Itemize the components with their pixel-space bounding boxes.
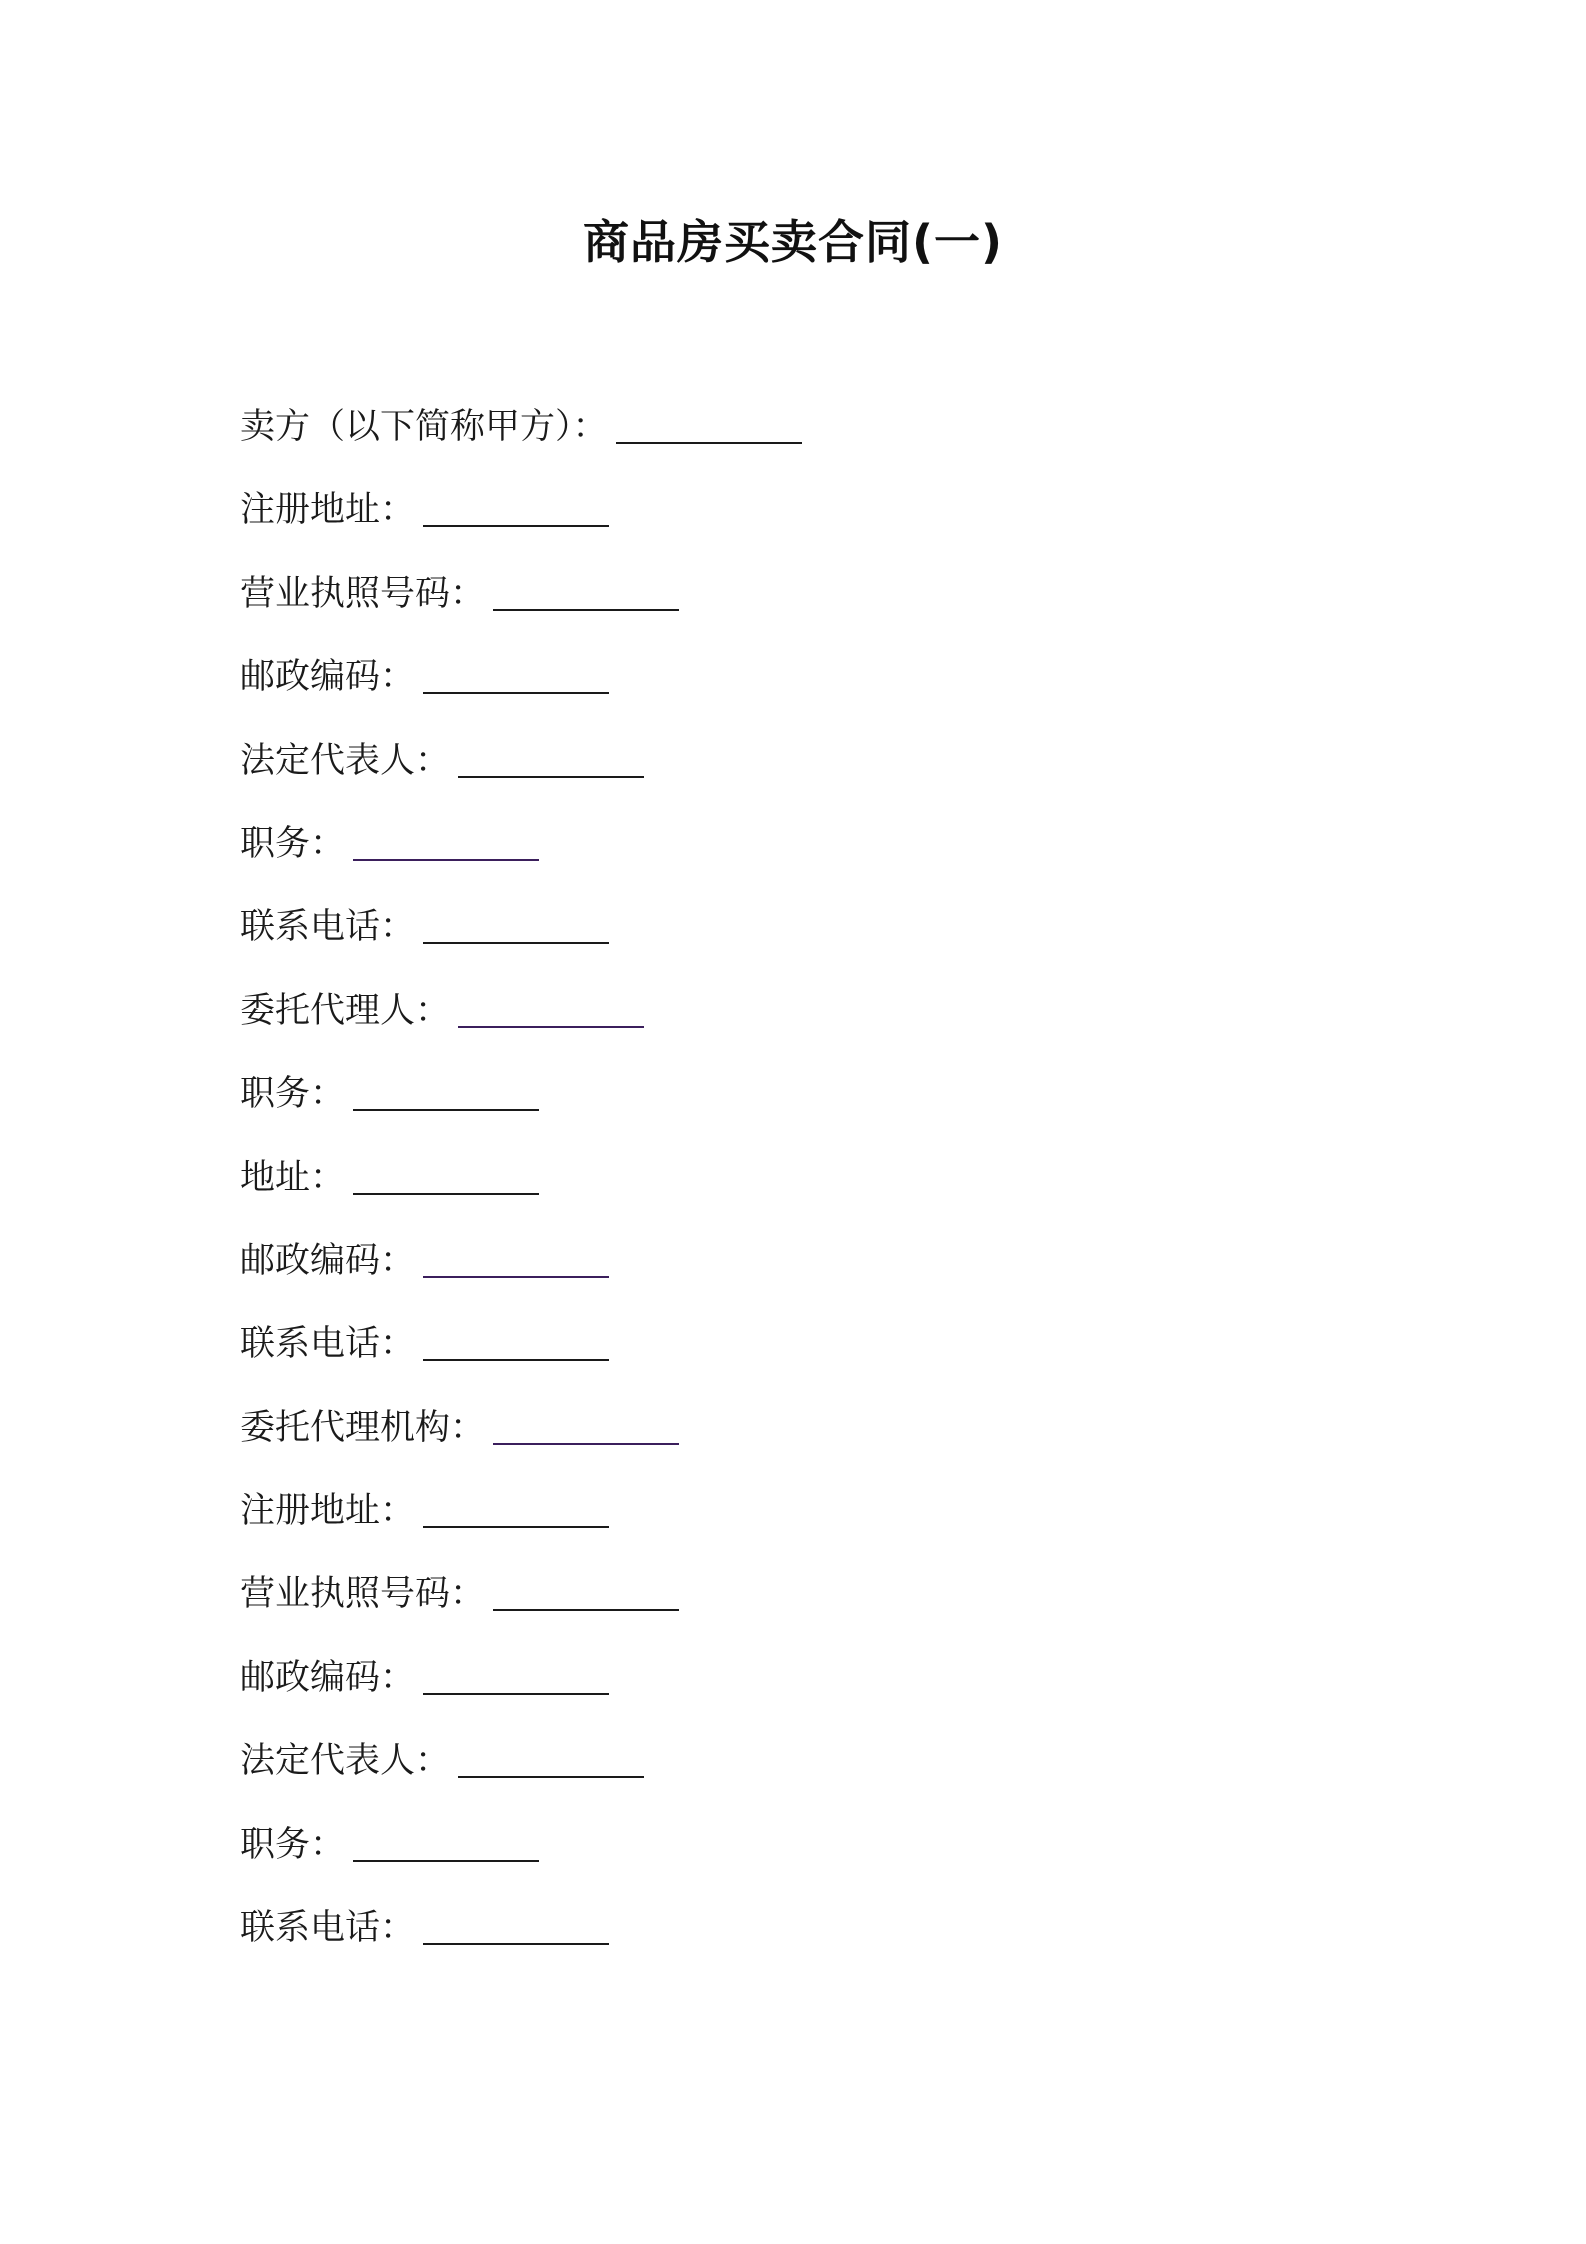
field-label-registered-address: 注册地址： [240, 490, 416, 531]
field-row-postal-code [240, 652, 1340, 735]
field-row-agent-postal-code [240, 1236, 1340, 1319]
field-label-agent-address: 地址： [240, 1157, 346, 1198]
blank-agent-address[interactable] [353, 1153, 539, 1195]
field-row-agency-business-license [240, 1569, 1340, 1652]
blank-business-license[interactable] [493, 569, 679, 611]
field-label-agent-phone: 联系电话： [240, 1324, 416, 1365]
blank-agency-postal-code[interactable] [423, 1653, 609, 1695]
field-label-agent-position: 职务： [240, 1074, 346, 1115]
field-row-phone [240, 902, 1340, 985]
blank-phone[interactable] [423, 902, 609, 944]
blank-agency-legal-representative[interactable] [458, 1736, 644, 1778]
field-label-legal-representative: 法定代表人： [240, 740, 451, 781]
blank-agency-phone[interactable] [423, 1903, 609, 1945]
field-row-agency-registered-address [240, 1486, 1340, 1569]
field-row-agency-legal-representative [240, 1736, 1340, 1819]
field-row-agent-phone [240, 1319, 1340, 1402]
blank-seller[interactable] [616, 402, 802, 444]
blank-legal-representative[interactable] [458, 736, 644, 778]
seller-info-fields [240, 402, 1340, 1986]
blank-agent-phone[interactable] [423, 1319, 609, 1361]
field-label-agency-phone: 联系电话： [240, 1908, 416, 1949]
blank-registered-address[interactable] [423, 485, 609, 527]
blank-postal-code[interactable] [423, 652, 609, 694]
field-row-seller [240, 402, 1340, 485]
blank-agency-registered-address[interactable] [423, 1486, 609, 1528]
field-label-seller: 卖方（以下简称甲方）： [240, 407, 608, 447]
field-row-registered-address [240, 485, 1340, 568]
field-label-agent: 委托代理人： [240, 990, 451, 1031]
field-row-agent [240, 986, 1340, 1069]
field-label-agency-legal-representative: 法定代表人： [240, 1741, 451, 1782]
blank-agency-business-license[interactable] [493, 1569, 679, 1611]
blank-agent-postal-code[interactable] [423, 1236, 609, 1278]
blank-position[interactable] [353, 819, 539, 861]
document-title: 商品房买卖合同(一) [582, 215, 1004, 269]
blank-agency-position[interactable] [353, 1820, 539, 1862]
blank-agent-position[interactable] [353, 1069, 539, 1111]
field-label-agency-postal-code: 邮政编码： [240, 1657, 416, 1698]
field-label-business-license: 营业执照号码： [240, 573, 486, 614]
field-row-agency [240, 1403, 1340, 1486]
field-row-agency-phone [240, 1903, 1340, 1986]
field-row-position [240, 819, 1340, 902]
field-label-position: 职务： [240, 823, 346, 864]
field-label-agent-postal-code: 邮政编码： [240, 1240, 416, 1281]
field-label-agency-position: 职务： [240, 1824, 346, 1865]
blank-agent[interactable] [458, 986, 644, 1028]
blank-agency[interactable] [493, 1403, 679, 1445]
field-row-legal-representative [240, 736, 1340, 819]
field-row-agency-position [240, 1820, 1340, 1903]
field-row-agency-postal-code [240, 1653, 1340, 1736]
field-label-agency: 委托代理机构： [240, 1407, 486, 1448]
field-label-phone: 联系电话： [240, 907, 416, 948]
field-label-agency-business-license: 营业执照号码： [240, 1574, 486, 1615]
field-row-agent-position [240, 1069, 1340, 1152]
field-row-business-license [240, 569, 1340, 652]
field-label-postal-code: 邮政编码： [240, 657, 416, 698]
field-label-agency-registered-address: 注册地址： [240, 1491, 416, 1532]
field-row-agent-address [240, 1153, 1340, 1236]
